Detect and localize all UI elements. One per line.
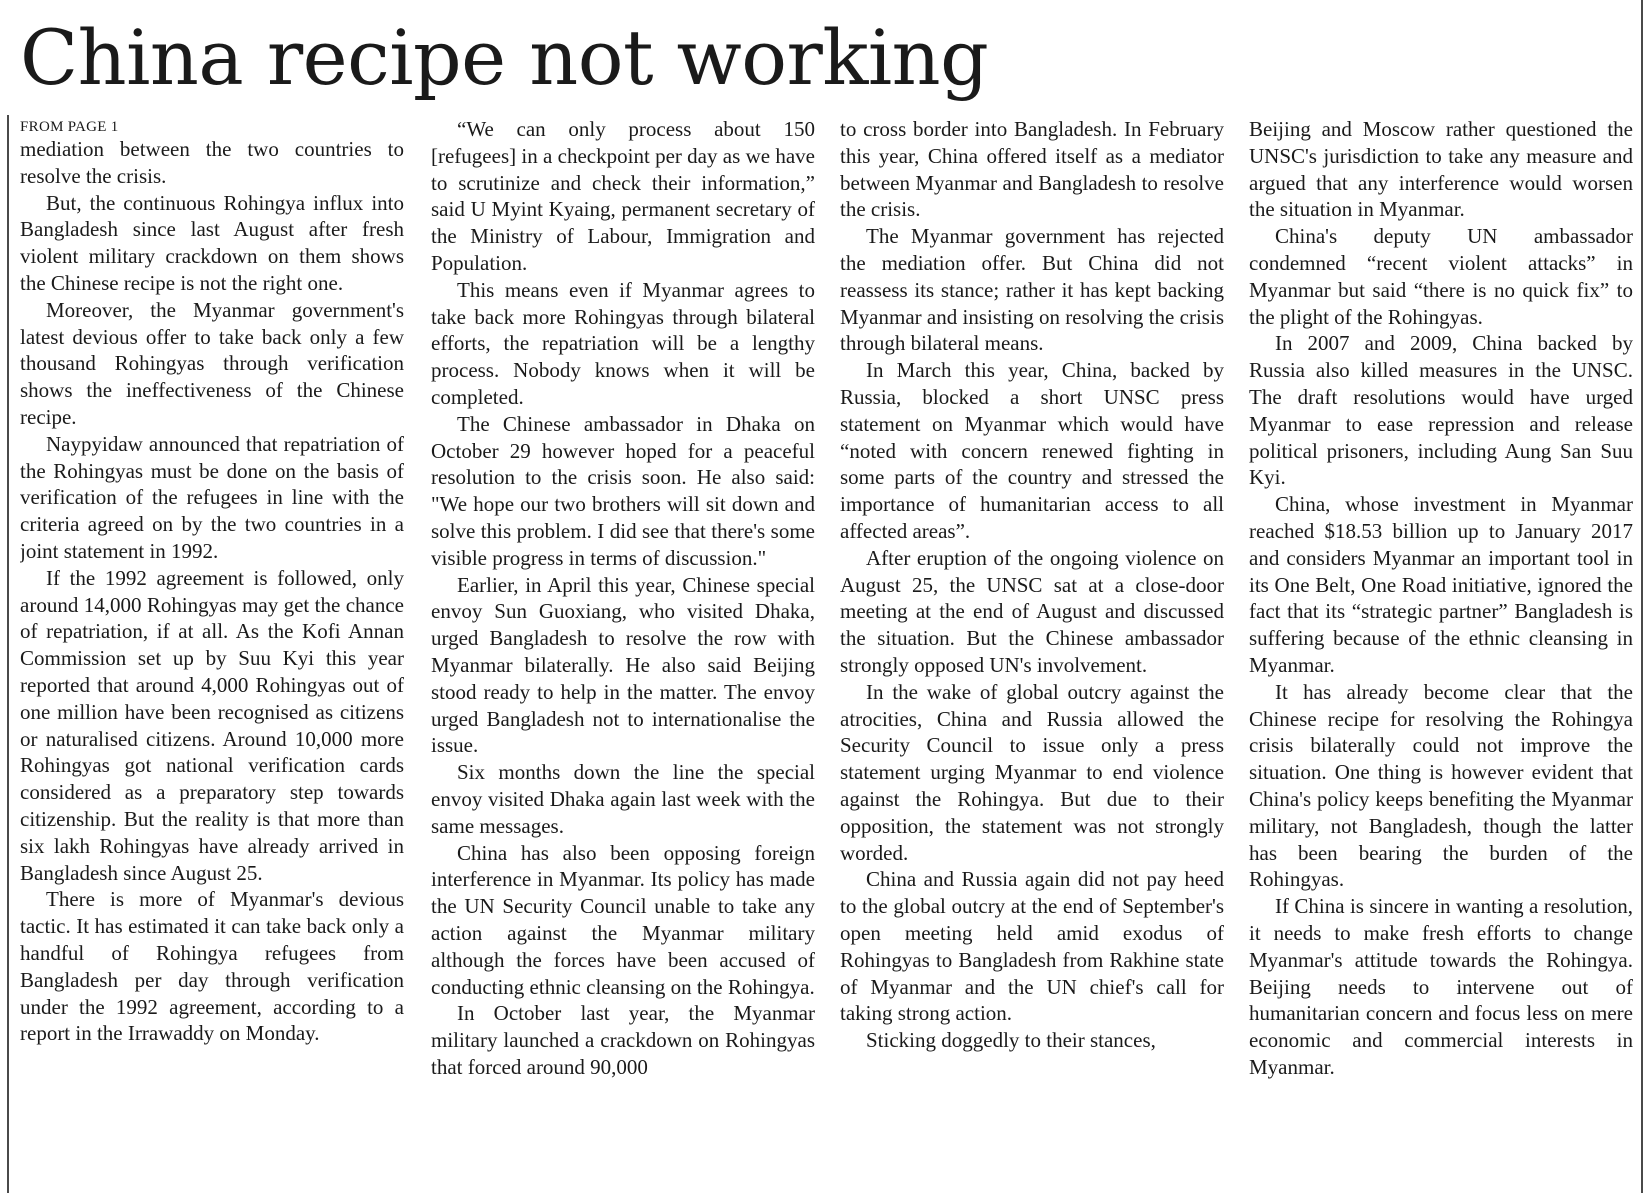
paragraph: In 2007 and 2009, China backed by Russia also killed measures in the UNSC. The draft resolutions would have urged Myanmar to ease repression and release political prisoners, including Aung San Suu Kyi.: [1249, 331, 1633, 490]
paragraph: There is more of Myanmar's devious tactic. It has estimated it can take back only a handful of Rohingya refugees from Bangladesh per day through verification under the 1992 agreement, according to a report in the Irrawaddy on Monday.: [20, 887, 404, 1046]
paragraph: China and Russia again did not pay heed to the global outcry at the end of September's open meeting held amid exodus of Rohingyas to Bangladesh from Rakhine state of Myanmar and the UN chief's call for taking strong action.: [840, 867, 1224, 1026]
right-border-rule: [1641, 0, 1643, 1193]
paragraph: In the wake of global outcry against the atrocities, China and Russia allowed the Security Council to issue only a press statement urging Myanmar to end violence against the Rohingya. But due to their opposition, the statement was not strongly worded.: [840, 679, 1224, 865]
paragraph: The Chinese ambassador in Dhaka on October 29 however hoped for a peaceful resolution to the crisis soon. He also said: "We hope our two brothers will sit down and solve this problem. I did see that there's some visible progress in terms of discussion.": [431, 411, 815, 570]
article-column-3: [840, 116, 1224, 1193]
paragraph: If the 1992 agreement is followed, only around 14,000 Rohingyas may get the chance of repatriation, if at all. As the Kofi Annan Commission set up by Suu Kyi this year reported that around 4,000 Rohingyas out of one million have been recognised as citizens or naturalised citizens. Around 10,000 more Rohingyas got national verification cards considered as a preparatory step towards citizenship. But the reality is that more than six lakh Rohingyas have already arrived in Bangladesh since August 25.: [20, 565, 404, 885]
paragraph: In October last year, the Myanmar military launched a crackdown on Rohingyas that forced around 90,000: [431, 1001, 815, 1079]
article-column-1: [20, 136, 404, 1193]
paragraph: China's deputy UN ambassador condemned “recent violent attacks” in Myanmar but said “there is no quick fix” to the plight of the Rohingyas.: [1249, 224, 1633, 329]
paragraph: mediation between the two countries to resolve the crisis.: [20, 137, 404, 188]
paragraph: Six months down the line the special envoy visited Dhaka again last week with the same messages.: [431, 760, 815, 838]
paragraph: It has already become clear that the Chinese recipe for resolving the Rohingya crisis bilaterally could not improve the situation. One thing is however evident that China's policy keeps benefiting the Myanmar military, not Bangladesh, though the latter has been bearing the burden of the Rohingyas.: [1249, 679, 1633, 892]
headline: China recipe not working: [20, 13, 989, 102]
paragraph: Naypyidaw announced that repatriation of the Rohingyas must be done on the basis of verification of the refugees in line with the criteria agreed on by the two countries in a joint statement in 1992.: [20, 431, 404, 563]
paragraph: to cross border into Bangladesh. In February this year, China offered itself as a mediator between Myanmar and Bangladesh to resolve the crisis.: [840, 117, 1224, 222]
paragraph: Earlier, in April this year, Chinese special envoy Sun Guoxiang, who visited Dhaka, urged Bangladesh to resolve the row with Myanmar bilaterally. He also said Beijing stood ready to help in the matter. The envoy urged Bangladesh not to internationalise the issue.: [431, 572, 815, 758]
paragraph: After eruption of the ongoing violence on August 25, the UNSC sat at a close-door meeting at the end of August and discussed the situation. But the Chinese ambassador strongly opposed UN's involvement.: [840, 545, 1224, 677]
continuation-label: FROM PAGE 1: [20, 119, 119, 135]
paragraph: China, whose investment in Myanmar reached $18.53 billion up to January 2017 and considers Myanmar an important tool in its One Belt, One Road initiative, ignored the fact that its “strategic partner” Bangladesh is suffering because of the ethnic cleansing in Myanmar.: [1249, 492, 1633, 677]
left-column-rule: [7, 115, 9, 1193]
paragraph: China has also been opposing foreign interference in Myanmar. Its policy has made the UN Security Council unable to take any action against the Myanmar military although the forces have been accused of conducting ethnic cleansing on the Rohingya.: [431, 840, 815, 999]
paragraph: The Myanmar government has rejected the mediation offer. But China did not reassess its stance; rather it has kept backing Myanmar and insisting on resolving the crisis through bilateral means.: [840, 224, 1224, 356]
paragraph: If China is sincere in wanting a resolution, it needs to make fresh efforts to change Myanmar's attitude towards the Rohingya. Beijing needs to intervene out of humanitarian concern and focus less on mere economic and commercial interests in Myanmar.: [1249, 894, 1633, 1079]
paragraph: “We can only process about 150 [refugees] in a checkpoint per day as we have to scrutinize and check their information,” said U Myint Kyaing, permanent secretary of the Ministry of Labour, Immigration and Population.: [431, 117, 815, 275]
paragraph: Sticking doggedly to their stances,: [866, 1028, 1156, 1053]
paragraph: But, the continuous Rohingya influx into Bangladesh since last August after fresh violent military crackdown on them shows the Chinese recipe is not the right one.: [20, 190, 404, 295]
paragraph: This means even if Myanmar agrees to take back more Rohingyas through bilateral efforts, the repatriation will be a lengthy process. Nobody knows when it will be completed.: [431, 277, 815, 409]
paragraph: Moreover, the Myanmar government's latest devious offer to take back only a few thousand Rohingyas through verification shows the ineffectiveness of the Chinese recipe.: [20, 297, 404, 429]
paragraph: Beijing and Moscow rather questioned the UNSC's jurisdiction to take any measure and argued that any interference would worsen the situation in Myanmar.: [1249, 117, 1633, 222]
article-column-4: [1249, 116, 1633, 1193]
paragraph: In March this year, China, backed by Russia, blocked a short UNSC press statement on Myanmar which would have “noted with concern renewed fighting in some parts of the country and stressed the importance of humanitarian access to all affected areas”.: [840, 358, 1224, 543]
article-column-2: [431, 116, 815, 1193]
